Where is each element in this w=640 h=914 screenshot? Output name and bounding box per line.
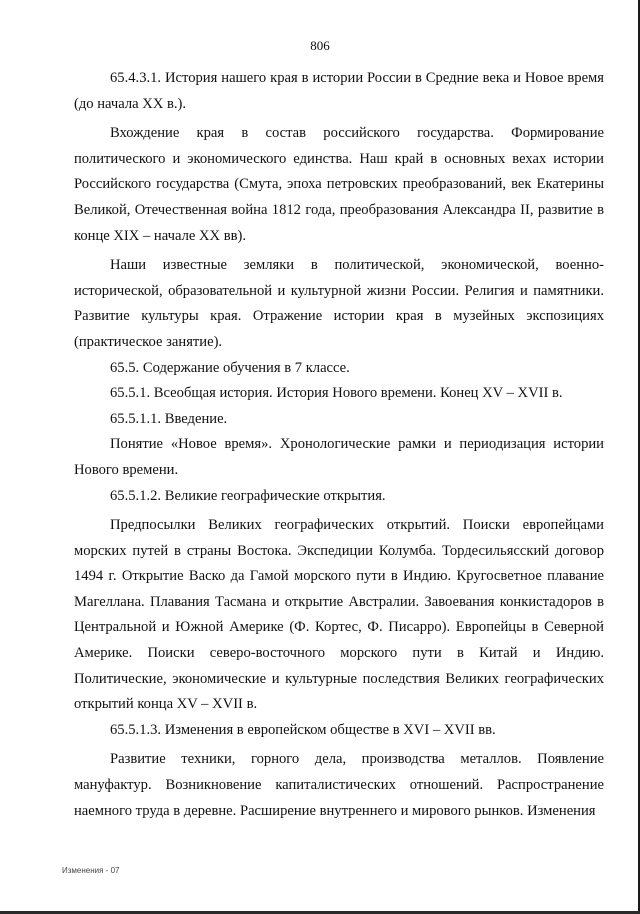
paragraph-great-discoveries: Предпосылки Великих географических открытий. Поиски европейцами морских путей в страны Востока. Экспедиции Колумба. Тордесильясский договор 1494 г. Открытие Васко да Гамой морского пути в Индию. Кругосветное плавание Магеллана. Плавания Тасмана и открытие Австралии. Завоевания конкистадоров в Центральной и Южной Америке (Ф. Кортес, Ф. Писарро). Европейцы в Северной Америке. Поиски северо-восточного морского пути в Китай и Индию. Политические, экономические и культурные последствия Великих географических открытий конца XV – XVII в. [74,517,604,713]
paragraph-new-time-concept: Понятие «Новое время». Хронологические рамки и периодизация истории Нового времени. [74,436,604,478]
section-heading-65-5: 65.5. Содержание обучения в 7 классе. [110,359,350,376]
section-heading-65-4-3-1: 65.4.3.1. История нашего края в истории России в Средние века и Новое время (до начала XX в.). [74,70,604,112]
paragraph-technology-development: Развитие техники, горного дела, производства металлов. Появление мануфактур. Возникновение капиталистических отношений. Распространение наемного труда в деревне. Расширение внутреннего и мирового рынков. Изменения [74,751,604,819]
section-heading-65-5-1-1: 65.5.1.1. Введение. [110,410,228,427]
section-heading-65-5-1: 65.5.1. Всеобщая история. История Нового времени. Конец XV – XVII в. [110,385,563,402]
section-heading-65-5-1-3: 65.5.1.3. Изменения в европейском обществе в XVI – XVII вв. [110,721,496,738]
section-heading-65-5-1-2: 65.5.1.2. Великие географические открытия. [110,487,386,504]
page-number: 806 [310,38,330,53]
paragraph-notable-countrymen: Наши известные земляки в политической, экономической, военно-исторической, образовательной и культурной жизни России. Религия и памятники. Развитие культуры края. Отражение истории края в музейных экспозициях (практическое занятие). [74,257,604,350]
footer-revision-note: Изменения - 07 [62,866,120,875]
document-body [74,66,604,824]
paragraph-region-entry: Вхождение края в состав российского государства. Формирование политического и экономического единства. Наш край в основных вехах истории Российского государства (Смута, эпоха петровских преобразований, век Екатерины Великой, Отечественная война 1812 года, преобразования Александра II, развитие в конце XIX – начале XX вв). [74,125,604,244]
